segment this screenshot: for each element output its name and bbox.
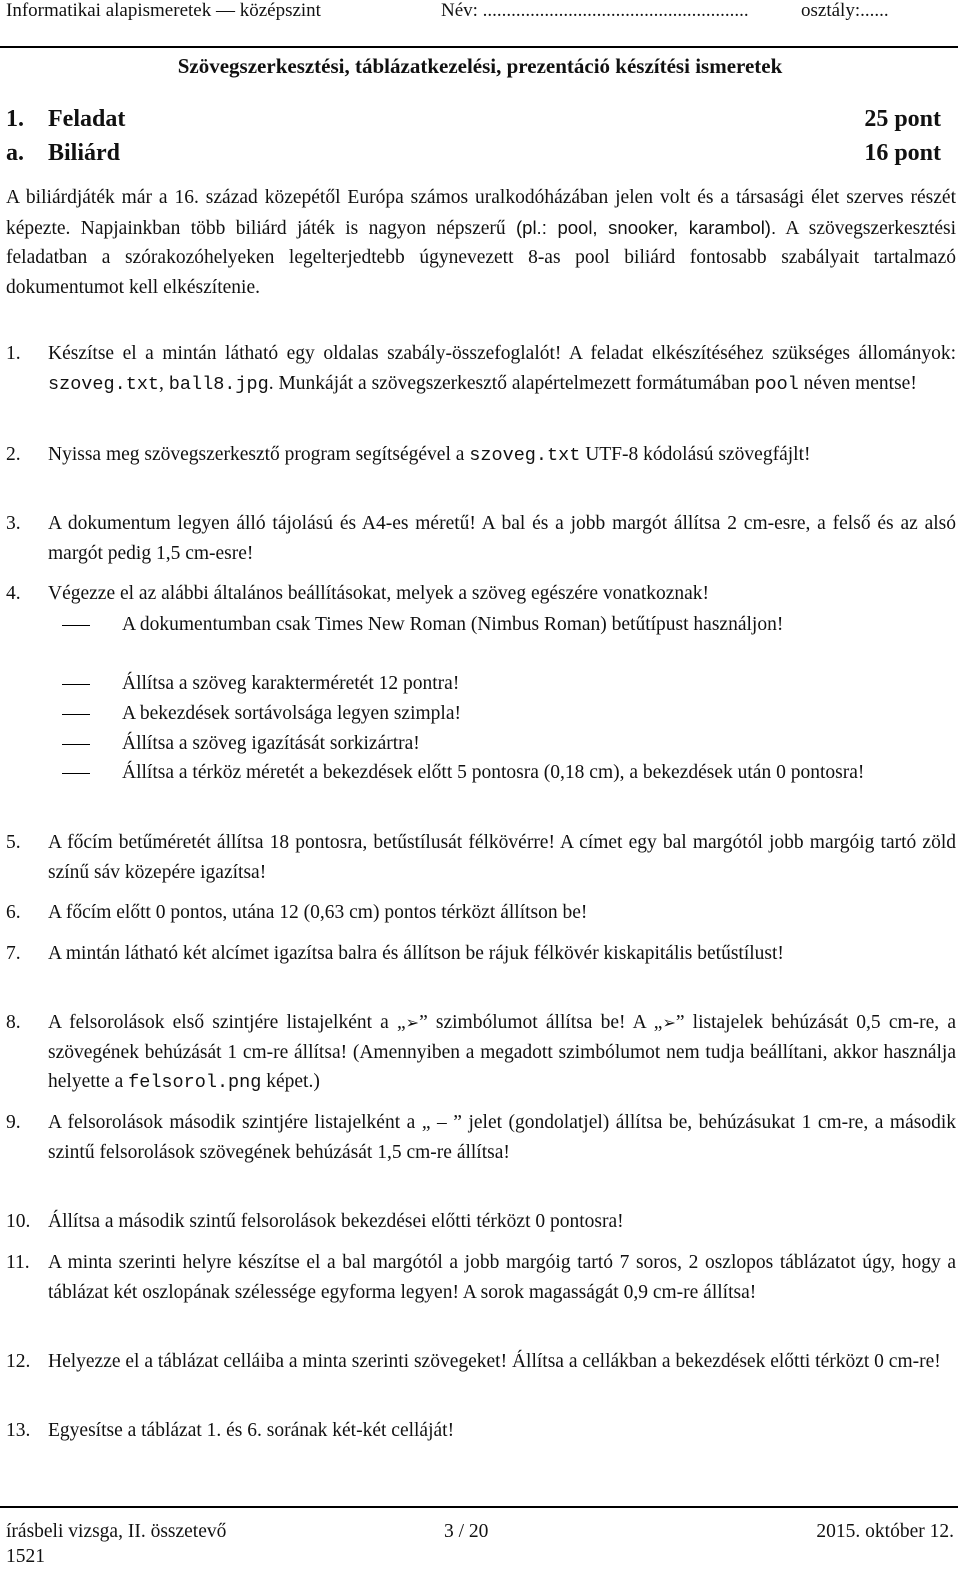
sub-item-text: A dokumentumban csak Times New Roman (Nimbus Roman) betűtípust használjon!	[122, 614, 784, 635]
subject-heading: Szövegszerkesztési, táblázatkezelési, prezentáció készítési ismeretek	[177, 54, 783, 78]
dash-bullet-icon	[60, 669, 122, 699]
footer-code: 1521	[6, 1546, 45, 1567]
footer-exam-part: írásbeli vizsga, II. összetevő	[6, 1521, 227, 1542]
list-item	[6, 1248, 956, 1307]
intro-paragraph	[6, 183, 956, 302]
item-number: 2.	[6, 444, 21, 465]
intro-text-2: (pl.: pool, snooker, karambol).	[516, 216, 777, 238]
item-text: A minta szerinti helyre készítse el a bal margótól a jobb margóig tartó 7 soros, 2 oszlopos táblázatot úgy, hogy a táblázat két oszlopának szélessége egyforma legyen! A sorok magasságát 0,9 cm-re állítsa!	[48, 1252, 956, 1303]
list-item	[6, 1347, 956, 1377]
item-number: 13.	[6, 1420, 31, 1441]
list-item	[6, 1008, 956, 1098]
item-number: 8.	[6, 1012, 21, 1033]
item-text: Helyezze el a táblázat celláiba a minta szerinti szövegeket! Állítsa a cellákban a bekezdések előtti térközt 0 cm-re!	[48, 1351, 941, 1372]
item-text: Egyesítse a táblázat 1. és 6. sorának két-két celláját!	[48, 1420, 455, 1441]
item-number: 9.	[6, 1112, 21, 1133]
sub-item-text: Állítsa a szöveg karakterméretét 12 pontra!	[122, 673, 460, 694]
dash-bullet-icon	[60, 610, 122, 640]
item-number: 3.	[6, 513, 21, 534]
list-item	[6, 939, 956, 969]
item-text: Állítsa a második szintű felsorolások bekezdései előtti térközt 0 pontosra!	[48, 1211, 624, 1232]
sub-list-item	[60, 699, 956, 729]
item-text: Nyissa meg szövegszerkesztő program segítségével a szoveg.txt UTF-8 kódolású szövegfájlt!	[48, 444, 811, 466]
list-item	[6, 579, 956, 609]
sub-list-item	[60, 758, 956, 788]
item-text: A felsorolások első szintjére listajelként a „➢” szimbólumot állítsa be! A „➢” listajelek behúzását 0,5 cm-re, a szövegének behúzását 1 cm-re állítsa! (Amennyiben a megadott szimbólumot nem tudja beállítani, akkor használja helyette a felsorol.png képet.)	[48, 1012, 956, 1093]
item-text: Készítse el a mintán látható egy oldalas szabály-összefoglalót! A feladat elkészítéséhez szükséges állományok: szoveg.txt, ball8.jpg. Munkáját a szövegszerkesztő alapértelmezett formátumában pool néven mentse!	[48, 343, 956, 395]
list-item	[6, 509, 956, 568]
list-item	[6, 440, 956, 471]
header-class-field: osztály:......	[801, 0, 889, 21]
item-number: 10.	[6, 1211, 31, 1232]
footer-rule	[0, 1506, 958, 1508]
task-title: Feladat	[48, 106, 126, 132]
sub-list-item	[60, 669, 956, 699]
sub-item-text: A bekezdések sortávolsága legyen szimpla!	[122, 703, 461, 724]
footer-date: 2015. október 12.	[816, 1521, 954, 1542]
list-item	[6, 1207, 956, 1237]
item-number: 1.	[6, 343, 21, 364]
task-points: 25 pont	[864, 106, 941, 132]
item-number: 5.	[6, 832, 21, 853]
sub-list-item	[60, 610, 956, 640]
dash-bullet-icon	[60, 729, 122, 759]
subtask-points: 16 pont	[864, 140, 941, 166]
item-text: A főcím betűméretét állítsa 18 pontosra, betűstílusát félkövérre! A címet egy bal margótól jobb margóig tartó zöld színű sáv közepére igazítsa!	[48, 832, 956, 883]
item-text: A mintán látható két alcímet igazítsa balra és állítson be rájuk félkövér kiskapitális betűstílust!	[48, 943, 784, 964]
list-item	[6, 339, 956, 399]
dash-bullet-icon	[60, 758, 122, 788]
item-number: 12.	[6, 1351, 31, 1372]
item-number: 4.	[6, 583, 21, 604]
arrow-bullet-icon: ➢	[405, 1013, 420, 1032]
item-number: 6.	[6, 902, 21, 923]
sub-item-text: Állítsa a szöveg igazítását sorkizártra!	[122, 733, 420, 754]
sub-item-text: Állítsa a térköz méretét a bekezdések előtt 5 pontosra (0,18 cm), a bekezdések után 0 pontosra!	[122, 762, 865, 783]
list-item	[6, 828, 956, 887]
footer-page-number: 3 / 20	[444, 1521, 489, 1542]
sub-list-item	[60, 729, 956, 759]
item-text: A főcím előtt 0 pontos, utána 12 (0,63 cm) pontos térközt állítson be!	[48, 902, 588, 923]
task-number: 1.	[6, 106, 24, 132]
header-exam-title: Informatikai alapismeretek — középszint	[6, 0, 321, 21]
list-item	[6, 1108, 956, 1167]
subtask-title: Biliárd	[48, 140, 121, 166]
item-number: 11.	[6, 1252, 30, 1273]
list-item	[6, 1416, 956, 1446]
item-number: 7.	[6, 943, 21, 964]
intro-text-1: A biliárdjáték már a 16. század közepétől Európa számos uralkodóházában jelen volt és a társasági élet szerves részét képezte. Napjainkban több biliárd játék is nagyon népszerű	[6, 187, 956, 239]
item-text: Végezze el az alábbi általános beállításokat, melyek a szöveg egészére vonatkoznak!	[48, 583, 710, 604]
list-item	[6, 898, 956, 928]
header-rule	[0, 46, 958, 48]
header-name-field: Név: ........................................................	[441, 0, 749, 21]
item-text: A felsorolások második szintjére listajelként a „ – ” jelet (gondolatjel) állítsa be, behúzásukat 1 cm-re, a második szintű felsorolások szövegének behúzását 1,5 cm-re állítsa!	[48, 1112, 956, 1163]
intro-text-3: A szövegszerkesztési feladatban a szórakozóhelyeken legelterjedtebb úgynevezett 8-as pool biliárd fontosabb szabályait tartalmazó dokumentumot kell elkészítenie.	[6, 217, 956, 298]
dash-bullet-icon	[60, 699, 122, 729]
subtask-letter: a.	[6, 140, 24, 166]
arrow-bullet-icon: ➢	[662, 1013, 676, 1032]
item-text: A dokumentum legyen álló tájolású és A4-es méretű! A bal és a jobb margót állítsa 2 cm-esre, a felső és az alsó margót pedig 1,5 cm-esre!	[48, 513, 956, 564]
